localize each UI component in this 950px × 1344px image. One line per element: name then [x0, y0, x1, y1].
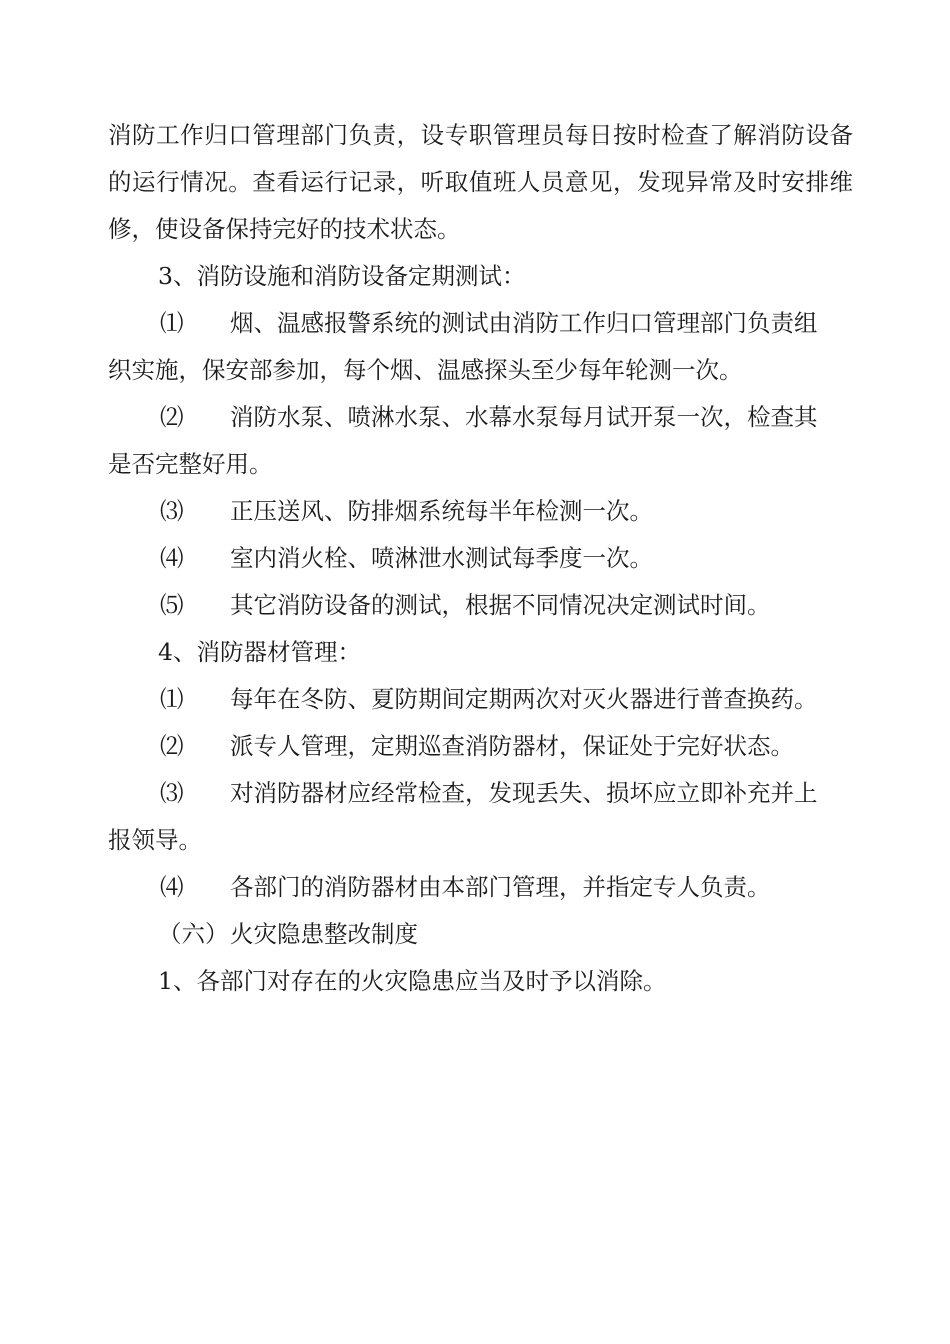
item-number: ⑶ [160, 779, 184, 807]
line-text: 的运行情况。查看运行记录，听取值班人员意见，发现异常及时安排维 [108, 168, 854, 196]
line-text: 消防工作归口管理部门负责，设专职管理员每日按时检查了解消防设备 [108, 121, 854, 149]
paragraph-line [0, 209, 950, 249]
section-heading [0, 632, 950, 672]
item-number: ⑵ [160, 732, 184, 760]
list-item [0, 303, 950, 343]
paragraph-line [0, 961, 950, 1001]
heading-text: 4、消防器材管理： [158, 638, 361, 666]
item-number: ⑴ [160, 309, 184, 337]
item-number: ⑸ [160, 591, 184, 619]
section-heading [0, 256, 950, 296]
list-item [0, 773, 950, 813]
heading-number: （六） [158, 920, 229, 948]
item-number: ⑷ [160, 873, 184, 901]
item-text: 派专人管理，定期巡查消防器材，保证处于完好状态。 [230, 732, 794, 760]
item-number: ⑴ [160, 685, 184, 713]
item-text: 正压送风、防排烟系统每半年检测一次。 [230, 497, 653, 525]
list-item-continuation [0, 350, 950, 390]
item-text: 各部门的消防器材由本部门管理，并指定专人负责。 [230, 873, 771, 901]
paragraph-line [0, 115, 950, 155]
paragraph-line [0, 162, 950, 202]
item-number: ⑶ [160, 497, 184, 525]
heading-text: 3、消防设施和消防设备定期测试： [158, 262, 526, 290]
item-text: 烟、温感报警系统的测试由消防工作归口管理部门负责组 [230, 309, 818, 337]
line-text: 1、各部门对存在的火灾隐患应当及时予以消除。 [158, 967, 667, 995]
item-text: 每年在冬防、夏防期间定期两次对灭火器进行普查换药。 [230, 685, 818, 713]
list-item [0, 726, 950, 766]
item-text: 织实施，保安部参加，每个烟、温感探头至少每年轮测一次。 [108, 356, 743, 384]
item-text: 是否完整好用。 [108, 450, 273, 478]
list-item-continuation [0, 820, 950, 860]
item-text: 其它消防设备的测试，根据不同情况决定测试时间。 [230, 591, 771, 619]
section-heading [0, 914, 950, 954]
list-item [0, 491, 950, 531]
item-text: 对消防器材应经常检查，发现丢失、损坏应立即补充并上 [230, 779, 818, 807]
item-text: 消防水泵、喷淋水泵、水幕水泵每月试开泵一次，检查其 [230, 403, 818, 431]
heading-text: 火灾隐患整改制度 [230, 920, 418, 948]
list-item [0, 585, 950, 625]
item-text: 室内消火栓、喷淋泄水测试每季度一次。 [230, 544, 653, 572]
list-item [0, 397, 950, 437]
item-number: ⑵ [160, 403, 184, 431]
item-number: ⑷ [160, 544, 184, 572]
item-text: 报领导。 [108, 826, 202, 854]
list-item [0, 538, 950, 578]
list-item [0, 679, 950, 719]
line-text: 修，使设备保持完好的技术状态。 [108, 215, 461, 243]
list-item [0, 867, 950, 907]
list-item-continuation [0, 444, 950, 484]
